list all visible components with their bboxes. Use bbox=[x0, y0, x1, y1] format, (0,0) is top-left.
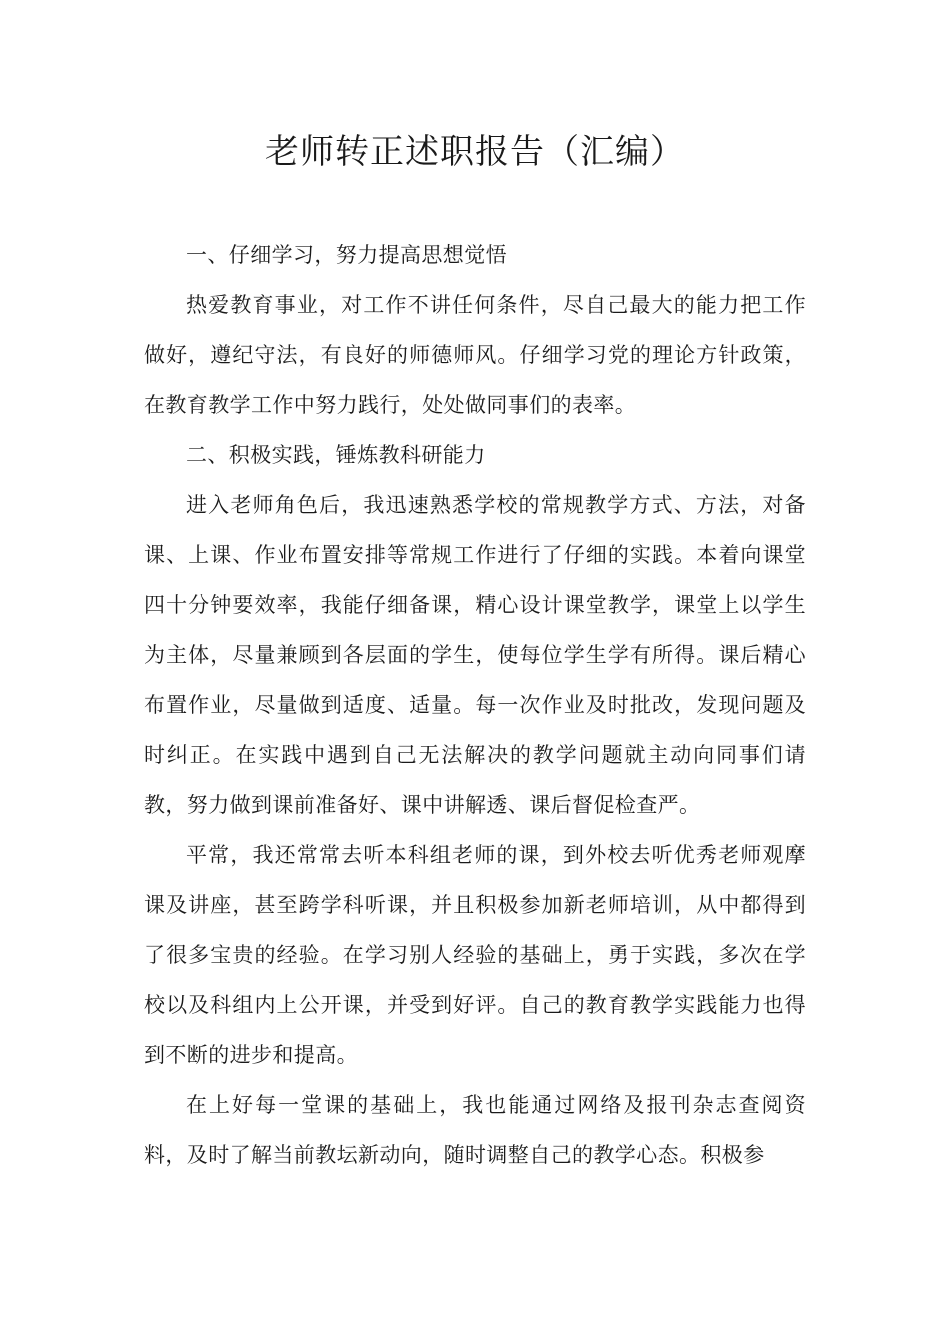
section-heading-1: 一、仔细学习，努力提高思想觉悟 bbox=[186, 243, 507, 267]
section-heading-2: 二、积极实践，锤炼教科研能力 bbox=[186, 443, 486, 467]
document-title: 老师转正述职报告（汇编） bbox=[265, 132, 685, 172]
paragraph: 平常，我还常常去听本科组老师的课，到外校去听优秀老师观摩课及讲座，甚至跨学科听课，并且积极参加新老师培训，从中都得到了很多宝贵的经验。在学习别人经验的基础上，勇于实践，多次在学校以及科组内上公开课，并受到好评。自己的教育教学实践能力也得到不断的进步和提高。 bbox=[144, 843, 806, 1067]
paragraph: 进入老师角色后，我迅速熟悉学校的常规教学方式、方法，对备课、上课、作业布置安排等常规工作进行了仔细的实践。本着向课堂四十分钟要效率，我能仔细备课，精心设计课堂教学，课堂上以学生为主体，尽量兼顾到各层面的学生，使每位学生学有所得。课后精心布置作业，尽量做到适度、适量。每一次作业及时批改，发现问题及时纠正。在实践中遇到自己无法解决的教学问题就主动向同事们请教，努力做到课前准备好、课中讲解透、课后督促检查严。 bbox=[144, 493, 806, 817]
paragraph: 热爱教育事业，对工作不讲任何条件，尽自己最大的能力把工作做好，遵纪守法，有良好的师德师风。仔细学习党的理论方针政策，在教育教学工作中努力践行，处处做同事们的表率。 bbox=[144, 293, 806, 417]
document-body bbox=[144, 230, 806, 1180]
paragraph: 在上好每一堂课的基础上，我也能通过网络及报刊杂志查阅资料，及时了解当前教坛新动向，随时调整自己的教学心态。积极参 bbox=[144, 1093, 806, 1167]
